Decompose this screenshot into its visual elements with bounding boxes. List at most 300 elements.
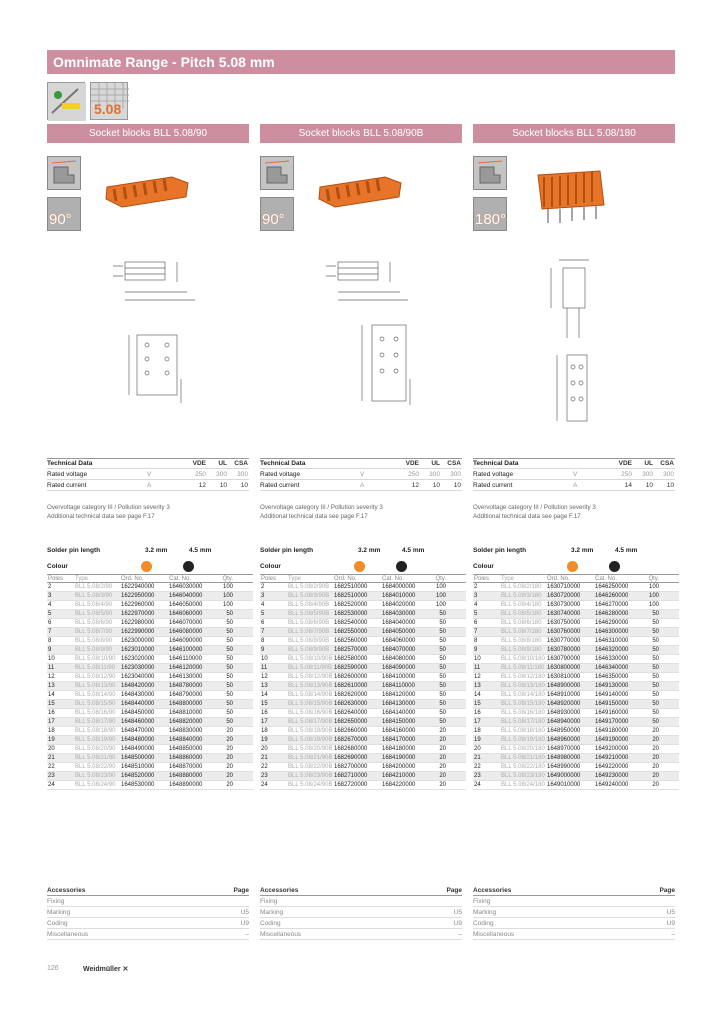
table-cell: 50 [439, 620, 446, 626]
table-cell: BLL 5.08/6/90 [75, 620, 113, 626]
table-cell: 20 [652, 782, 659, 788]
table-cell: 50 [652, 710, 659, 716]
table-cell: 7 [474, 629, 478, 635]
table-cell: 2 [474, 584, 478, 590]
table-cell: 50 [226, 665, 233, 671]
table-cell: 1648430000 [121, 692, 155, 698]
table-row [47, 637, 253, 646]
solder-pin-block: Solder pin length 3.2 mm 4.5 mm Colour [47, 546, 212, 570]
table-cell: 1684060000 [382, 638, 416, 644]
table-cell: 20 [652, 746, 659, 752]
table-cell: 1648790000 [169, 692, 203, 698]
table-row [473, 781, 679, 790]
table-cell: 1648980000 [547, 755, 581, 761]
table-row [260, 700, 466, 709]
table-cell: BLL 5.08/21/180 [501, 755, 545, 761]
table-cell: 1630770000 [547, 638, 581, 644]
table-cell: 8 [474, 638, 478, 644]
accessories-item[interactable]: Marking U5 [47, 907, 249, 918]
table-cell: 1648910000 [547, 692, 581, 698]
technical-data-bll-90b: Technical Data VDE UL CSA Rated voltage V 250 300 300 Rated current A 12 10 10 [260, 458, 462, 491]
table-cell: BLL 5.08/19/90B [288, 737, 333, 743]
table-cell: 1648520000 [121, 773, 155, 779]
column-header: Socket blocks BLL 5.08/90 [47, 124, 249, 143]
table-row [473, 727, 679, 736]
table-cell: 50 [439, 656, 446, 662]
table-cell: BLL 5.08/12/90B [288, 674, 333, 680]
table-cell: 1630790000 [547, 656, 581, 662]
table-cell: 1646110000 [169, 656, 202, 662]
table-cell: 50 [652, 656, 659, 662]
column-bll-90b [260, 124, 462, 228]
table-cell: 1630730000 [547, 602, 581, 608]
accessories-item[interactable]: Miscellaneous – [47, 929, 249, 940]
table-cell: 1630810000 [547, 674, 581, 680]
table-cell: BLL 5.08/3/180 [501, 593, 542, 599]
table-cell: 1682550000 [334, 629, 368, 635]
table-cell: 1682560000 [334, 638, 368, 644]
table-cell: 50 [439, 710, 446, 716]
accessories-item[interactable]: Fixing [260, 896, 462, 907]
table-cell: 1630710000 [547, 584, 581, 590]
table-cell: 1649190000 [595, 737, 629, 743]
table-row [260, 601, 466, 610]
table-row [473, 700, 679, 709]
table-cell: 17 [48, 719, 55, 725]
table-row [47, 700, 253, 709]
table-row [260, 628, 466, 637]
table-row [473, 754, 679, 763]
table-cell: 1646050000 [169, 602, 203, 608]
table-cell: 1646340000 [595, 665, 629, 671]
table-cell: 1648450000 [121, 710, 155, 716]
table-cell: 1623030000 [121, 665, 155, 671]
colour-orange-swatch [354, 561, 365, 572]
table-row [473, 736, 679, 745]
table-cell: 1684150000 [382, 719, 416, 725]
table-row [473, 637, 679, 646]
dimension-drawing-side [543, 254, 603, 349]
table-cell: 1649140000 [595, 692, 629, 698]
table-row [47, 655, 253, 664]
table-cell: 6 [474, 620, 478, 626]
table-cell: 1682590000 [334, 665, 368, 671]
table-cell: 1684030000 [382, 611, 416, 617]
table-row [473, 673, 679, 682]
table-cell: 1648970000 [547, 746, 581, 752]
table-row [47, 682, 253, 691]
table-cell: 20 [439, 782, 446, 788]
angle-icon: 90° [260, 197, 294, 231]
table-cell: BLL 5.08/7/90B [288, 629, 330, 635]
column-bll-90 [47, 124, 249, 228]
table-cell: BLL 5.08/8/90 [75, 638, 113, 644]
accessories-header: Accessories Page [473, 885, 675, 896]
table-cell: BLL 5.08/18/90B [288, 728, 333, 734]
accessories-item[interactable]: Coding U9 [47, 918, 249, 929]
table-cell: 1684170000 [382, 737, 416, 743]
table-row [47, 745, 253, 754]
accessories-block [47, 885, 249, 940]
table-cell: 1649000000 [547, 773, 581, 779]
dimension-drawing-side [107, 252, 217, 317]
table-cell: 20 [474, 746, 481, 752]
table-cell: 1682580000 [334, 656, 368, 662]
table-row [47, 664, 253, 673]
table-cell: 5 [48, 611, 52, 617]
table-cell: BLL 5.08/13/90 [75, 683, 116, 689]
dimension-drawing-top [127, 329, 187, 414]
table-cell: BLL 5.08/19/90 [75, 737, 116, 743]
table-cell: 1682640000 [334, 710, 368, 716]
table-cell: 100 [435, 602, 446, 608]
table-cell: 1646260000 [595, 593, 629, 599]
table-cell: 23 [474, 773, 481, 779]
table-cell: 1648800000 [169, 701, 203, 707]
table-cell: BLL 5.08/4/90B [288, 602, 330, 608]
table-cell: 1682610000 [334, 683, 368, 689]
table-cell: 6 [261, 620, 265, 626]
table-cell: 1648860000 [169, 755, 203, 761]
table-cell: 1649010000 [547, 782, 581, 788]
colour-black-swatch [183, 561, 194, 572]
table-row [47, 673, 253, 682]
table-cell: BLL 5.08/3/90B [288, 593, 330, 599]
table-cell: 1622940000 [121, 584, 155, 590]
table-cell: 1684020000 [382, 602, 416, 608]
table-cell: 24 [474, 782, 481, 788]
table-cell: BLL 5.08/4/90 [75, 602, 113, 608]
table-cell: 50 [652, 719, 659, 725]
table-cell: BLL 5.08/7/90 [75, 629, 113, 635]
accessories-item[interactable]: Coding U9 [473, 918, 675, 929]
table-cell: 20 [652, 773, 659, 779]
table-cell: BLL 5.08/11/180 [501, 665, 545, 671]
table-cell: 15 [48, 701, 55, 707]
table-cell: 1622950000 [121, 593, 155, 599]
table-cell: BLL 5.08/16/90B [288, 710, 333, 716]
table-row [47, 718, 253, 727]
table-cell: 1682710000 [334, 773, 368, 779]
table-cell: 20 [652, 737, 659, 743]
table-row [47, 727, 253, 736]
table-cell: 1649200000 [595, 746, 629, 752]
table-cell: BLL 5.08/2/90B [288, 584, 330, 590]
table-cell: 1630720000 [547, 593, 581, 599]
table-cell: 5 [474, 611, 478, 617]
table-cell: 11 [474, 665, 481, 671]
table-cell: BLL 5.08/16/180 [501, 710, 545, 716]
table-cell: BLL 5.08/7/180 [501, 629, 542, 635]
table-cell: 2 [48, 584, 52, 590]
table-cell: 50 [439, 683, 446, 689]
connector-profile-icon [260, 156, 294, 190]
table-row [260, 592, 466, 601]
table-cell: 20 [261, 746, 268, 752]
table-cell: 18 [261, 728, 268, 734]
table-cell: 4 [474, 602, 478, 608]
table-cell: 1649130000 [595, 683, 629, 689]
table-cell: 3 [48, 593, 52, 599]
table-cell: 2 [261, 584, 265, 590]
table-cell: BLL 5.08/17/180 [501, 719, 545, 725]
table-cell: 19 [48, 737, 55, 743]
table-cell: 50 [439, 692, 446, 698]
table-cell: 1684010000 [382, 593, 416, 599]
table-row [47, 763, 253, 772]
table-row [47, 781, 253, 790]
table-cell: 50 [439, 665, 446, 671]
table-row [473, 682, 679, 691]
table-cell: 13 [48, 683, 55, 689]
table-cell: 9 [48, 647, 52, 653]
table-row [260, 610, 466, 619]
table-cell: 1623040000 [121, 674, 155, 680]
accessories-item[interactable]: Coding U9 [260, 918, 462, 929]
table-row [473, 745, 679, 754]
table-cell: 50 [226, 656, 233, 662]
product-image [528, 169, 618, 209]
table-cell: BLL 5.08/15/180 [501, 701, 545, 707]
table-cell: 1646320000 [595, 647, 629, 653]
table-cell: 1682620000 [334, 692, 368, 698]
table-cell: 1648500000 [121, 755, 155, 761]
table-cell: 1682630000 [334, 701, 368, 707]
table-cell: BLL 5.08/14/180 [501, 692, 545, 698]
technical-notes: Overvoltage category III / Pollution severity 3 Additional technical data see page F.17 [47, 504, 170, 520]
table-cell: BLL 5.08/24/90 [75, 782, 116, 788]
table-row [473, 583, 679, 592]
product-image [315, 169, 405, 209]
table-cell: 1648490000 [121, 746, 155, 752]
table-cell: 18 [48, 728, 55, 734]
table-cell: 50 [652, 647, 659, 653]
solder-pin-block: Solder pin length 3.2 mm 4.5 mm Colour [473, 546, 638, 570]
table-cell: BLL 5.08/12/90 [75, 674, 116, 680]
table-cell: 50 [652, 665, 659, 671]
table-cell: 1684200000 [382, 764, 416, 770]
table-row [473, 718, 679, 727]
table-cell: 1648890000 [169, 782, 203, 788]
table-cell: 1649230000 [595, 773, 629, 779]
table-cell: 1646290000 [595, 620, 629, 626]
accessories-item[interactable]: Miscellaneous – [473, 929, 675, 940]
table-cell: 1648420000 [121, 683, 155, 689]
table-row [260, 781, 466, 790]
table-cell: BLL 5.08/22/90B [288, 764, 333, 770]
table-cell: 50 [226, 692, 233, 698]
table-cell: 100 [648, 602, 659, 608]
colour-black-swatch [396, 561, 407, 572]
table-cell: BLL 5.08/3/90 [75, 593, 113, 599]
table-cell: BLL 5.08/20/90 [75, 746, 116, 752]
table-cell: 12 [474, 674, 481, 680]
table-cell: 1649170000 [595, 719, 629, 725]
table-cell: 3 [261, 593, 265, 599]
table-cell: BLL 5.08/21/90B [288, 755, 333, 761]
table-row [473, 592, 679, 601]
table-cell: BLL 5.08/21/90 [75, 755, 116, 761]
table-cell: 10 [261, 656, 268, 662]
table-cell: 50 [652, 674, 659, 680]
table-cell: 1684180000 [382, 746, 416, 752]
table-cell: BLL 5.08/17/90B [288, 719, 333, 725]
table-cell: 50 [439, 701, 446, 707]
table-cell: 1649210000 [595, 755, 629, 761]
table-cell: 1648510000 [121, 764, 155, 770]
table-cell: BLL 5.08/12/180 [501, 674, 545, 680]
table-cell: 1623020000 [121, 656, 155, 662]
table-cell: 20 [226, 755, 233, 761]
table-cell: 12 [48, 674, 55, 680]
table-cell: BLL 5.08/14/90B [288, 692, 333, 698]
accessories-item[interactable]: Fixing [47, 896, 249, 907]
table-row [47, 592, 253, 601]
table-cell: BLL 5.08/23/90 [75, 773, 116, 779]
table-cell: 50 [439, 647, 446, 653]
accessories-header: Accessories Page [260, 885, 462, 896]
table-cell: BLL 5.08/23/180 [501, 773, 545, 779]
table-cell: 6 [48, 620, 52, 626]
table-cell: BLL 5.08/8/180 [501, 638, 542, 644]
table-cell: 15 [474, 701, 481, 707]
table-cell: BLL 5.08/5/90B [288, 611, 330, 617]
technical-notes: Overvoltage category III / Pollution severity 3 Additional technical data see page F.17 [473, 504, 596, 520]
table-cell: BLL 5.08/18/90 [75, 728, 116, 734]
table-cell: BLL 5.08/19/180 [501, 737, 545, 743]
table-cell: 1648810000 [169, 710, 203, 716]
table-cell: 1682510000 [334, 593, 368, 599]
page-number: 126 [47, 965, 59, 972]
table-cell: 50 [226, 683, 233, 689]
table-cell: 22 [261, 764, 268, 770]
table-cell: 12 [261, 674, 268, 680]
table-cell: BLL 5.08/8/90B [288, 638, 330, 644]
table-cell: 8 [261, 638, 265, 644]
table-cell: 50 [226, 719, 233, 725]
table-cell: 1648840000 [169, 737, 203, 743]
table-cell: 1622980000 [121, 620, 155, 626]
ordering-table-bll-90 [47, 574, 253, 790]
table-cell: 11 [261, 665, 268, 671]
table-row [47, 601, 253, 610]
table-cell: 1684120000 [382, 692, 416, 698]
table-cell: 10 [48, 656, 55, 662]
table-cell: 1646030000 [169, 584, 203, 590]
table-cell: 1648440000 [121, 701, 155, 707]
table-row [260, 727, 466, 736]
table-row [260, 691, 466, 700]
table-cell: 1684000000 [382, 584, 416, 590]
table-row [473, 655, 679, 664]
table-cell: 20 [226, 728, 233, 734]
table-row [47, 619, 253, 628]
table-cell: BLL 5.08/10/180 [501, 656, 545, 662]
table-cell: 20 [439, 746, 446, 752]
table-cell: 13 [261, 683, 268, 689]
table-row [260, 583, 466, 592]
accessories-item[interactable]: Marking U5 [260, 907, 462, 918]
accessories-item[interactable]: Fixing [473, 896, 675, 907]
colour-orange-swatch [567, 561, 578, 572]
table-cell: 1648870000 [169, 764, 203, 770]
table-cell: 1648990000 [547, 764, 581, 770]
table-cell: 14 [48, 692, 55, 698]
table-cell: 1648940000 [547, 719, 581, 725]
table-cell: BLL 5.08/22/90 [75, 764, 116, 770]
table-cell: 1646330000 [595, 656, 629, 662]
table-cell: 20 [226, 782, 233, 788]
table-cell: 20 [439, 737, 446, 743]
table-cell: 1622990000 [121, 629, 155, 635]
table-cell: 24 [261, 782, 268, 788]
table-cell: 9 [261, 647, 265, 653]
accessories-item[interactable]: Miscellaneous – [260, 929, 462, 940]
table-cell: 50 [226, 638, 233, 644]
table-cell: 20 [652, 728, 659, 734]
table-cell: BLL 5.08/16/90 [75, 710, 116, 716]
table-cell: 14 [261, 692, 268, 698]
table-cell: 20 [439, 773, 446, 779]
table-cell: BLL 5.08/9/180 [501, 647, 542, 653]
table-cell: 100 [435, 593, 446, 599]
table-cell: 50 [652, 692, 659, 698]
table-cell: 1648930000 [547, 710, 581, 716]
table-cell: 1646280000 [595, 611, 629, 617]
table-cell: BLL 5.08/24/90B [288, 782, 333, 788]
table-cell: 19 [474, 737, 481, 743]
table-cell: 1682540000 [334, 620, 368, 626]
table-row [47, 628, 253, 637]
table-cell: 16 [261, 710, 268, 716]
table-cell: 1623000000 [121, 638, 155, 644]
table-cell: 23 [261, 773, 268, 779]
table-cell: 15 [261, 701, 268, 707]
table-cell: BLL 5.08/4/180 [501, 602, 542, 608]
table-cell: BLL 5.08/14/90 [75, 692, 116, 698]
table-header-row: Poles Type Ord. No. Cat. No. Qty. [473, 574, 679, 583]
table-header-row: Poles Type Ord. No. Cat. No. Qty. [47, 574, 253, 583]
table-row [260, 709, 466, 718]
table-row [47, 691, 253, 700]
table-cell: 100 [435, 584, 446, 590]
table-cell: 1682680000 [334, 746, 368, 752]
table-cell: 50 [439, 674, 446, 680]
table-cell: 1646090000 [169, 638, 203, 644]
solder-pin-block: Solder pin length 3.2 mm 4.5 mm Colour [260, 546, 425, 570]
table-cell: 23 [48, 773, 55, 779]
table-row [47, 646, 253, 655]
accessories-item[interactable]: Marking U5 [473, 907, 675, 918]
table-cell: 50 [226, 710, 233, 716]
table-cell: 1684040000 [382, 620, 416, 626]
table-cell: 100 [648, 584, 659, 590]
table-cell: 1648850000 [169, 746, 203, 752]
table-cell: 1649150000 [595, 701, 629, 707]
table-header-row: Poles Type Ord. No. Cat. No. Qty. [260, 574, 466, 583]
brand-logo: Weidmüller ✕ [83, 966, 129, 973]
table-row [473, 619, 679, 628]
table-cell: 4 [261, 602, 265, 608]
table-cell: 19 [261, 737, 268, 743]
table-cell: 1684220000 [382, 782, 416, 788]
table-cell: 20 [226, 737, 233, 743]
accessories-header: Accessories Page [47, 885, 249, 896]
table-cell: 1648480000 [121, 737, 155, 743]
table-cell: 22 [48, 764, 55, 770]
table-cell: 20 [652, 755, 659, 761]
table-cell: 50 [439, 629, 446, 635]
